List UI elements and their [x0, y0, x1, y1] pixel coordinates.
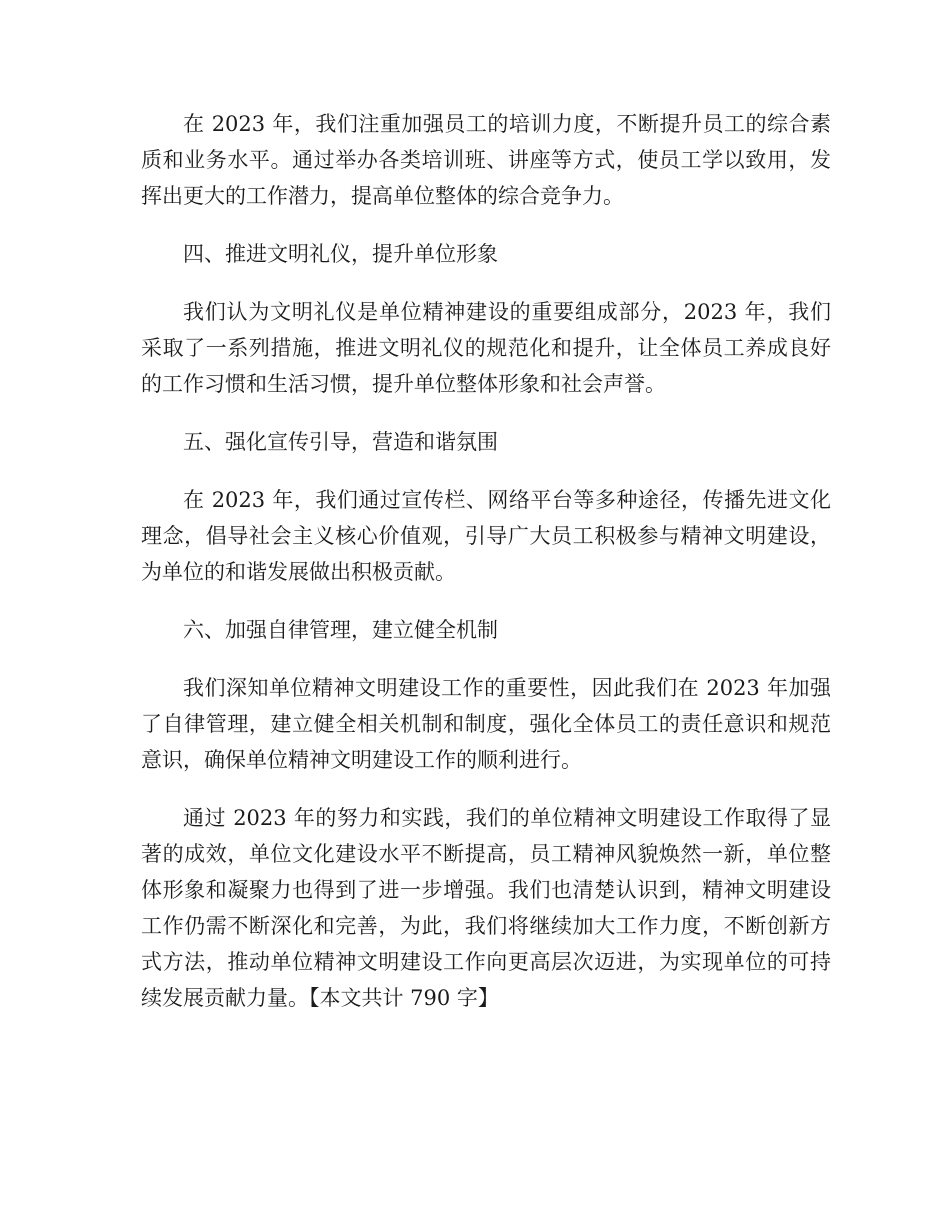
document-body — [141, 106, 831, 1038]
paragraph-conclusion: 通过 2023 年的努力和实践，我们的单位精神文明建设工作取得了显著的成效，单位文化建设水平不断提高，员工精神风貌焕然一新，单位整体形象和凝聚力也得到了进一步增强。我们也清楚认识到，精神文明建设工作仍需不断深化和完善，为此，我们将继续加大工作力度，不断创新方式方法，推动单位精神文明建设工作向更高层次迈进，为实现单位的可持续发展贡献力量。【本文共计 790 字】 — [141, 806, 831, 1010]
paragraph-training: 在 2023 年，我们注重加强员工的培训力度，不断提升员工的综合素质和业务水平。通过举办各类培训班、讲座等方式，使员工学以致用，发挥出更大的工作潜力，提高单位整体的综合竞争力。 — [141, 112, 831, 208]
paragraph-self-discipline: 我们深知单位精神文明建设工作的重要性，因此我们在 2023 年加强了自律管理，建立健全相关机制和制度，强化全体员工的责任意识和规范意识，确保单位精神文明建设工作的顺利进行。 — [141, 676, 831, 772]
paragraph-publicity: 在 2023 年，我们通过宣传栏、网络平台等多种途径，传播先进文化理念，倡导社会主义核心价值观，引导广大员工积极参与精神文明建设，为单位的和谐发展做出积极贡献。 — [141, 488, 831, 584]
paragraph-etiquette: 我们认为文明礼仪是单位精神建设的重要组成部分，2023 年，我们采取了一系列措施，推进文明礼仪的规范化和提升，让全体员工养成良好的工作习惯和生活习惯，提升单位整体形象和社会声誉。 — [141, 300, 831, 396]
section-heading-etiquette: 四、推进文明礼仪，提升单位形象 — [183, 242, 498, 266]
section-heading-self-discipline: 六、加强自律管理，建立健全机制 — [183, 618, 498, 642]
section-heading-publicity: 五、强化宣传引导，营造和谐氛围 — [183, 430, 498, 454]
